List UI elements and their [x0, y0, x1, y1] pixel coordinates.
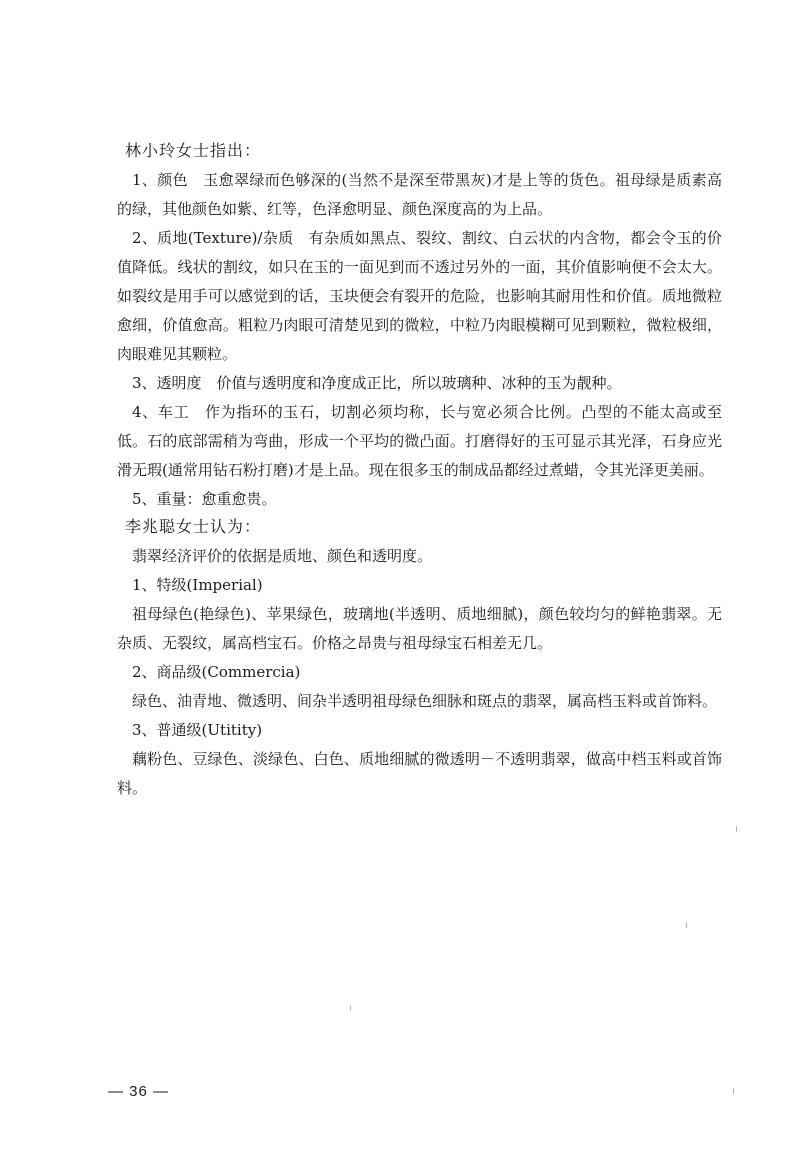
section-lin-xiaoling	[117, 136, 722, 514]
section-li-zhaocong	[117, 512, 722, 803]
grade-imperial-title: 1、特级(Imperial)	[132, 576, 263, 594]
page-number: — 36 —	[108, 1083, 170, 1100]
grade-commercial-description: 绿色、油青地、微透明、间杂半透明祖母绿色细脉和斑点的翡翠，属高档玉料或首饰料。	[132, 692, 718, 710]
paragraph-transparency: 3、透明度 价值与透明度和净度成正比，所以玻璃种、冰种的玉为靓种。	[132, 374, 622, 392]
grade-imperial-description: 祖母绿色(艳绿色)、苹果绿色，玻璃地(半透明、质地细腻)，颜色较均匀的鲜艳翡翠。无杂质、无裂纹，属高档宝石。价格之昂贵与祖母绿宝石相差无几。	[117, 605, 722, 652]
grade-utility-title: 3、普通级(Utitity)	[132, 721, 263, 739]
paragraph-intro: 翡翠经济评价的依据是质地、颜色和透明度。	[132, 547, 433, 565]
scan-speck	[733, 1088, 734, 1094]
section-heading: 林小玲女士指出：	[125, 141, 262, 160]
paragraph-color: 1、颜色 玉愈翠绿而色够深的(当然不是深至带黑灰)才是上等的货色。祖母绿是质素高的绿，其他颜色如紫、红等，色泽愈明显、颜色深度高的为上品。	[117, 171, 722, 218]
scan-speck	[736, 826, 737, 832]
paragraph-cutting: 4、车工 作为指环的玉石，切割必须均称，长与宽必须合比例。凸型的不能太高或至低。石的底部需稍为弯曲，形成一个平均的微凸面。打磨得好的玉可显示其光泽，石身应光滑无瑕(通常用钻石粉打磨)才是上品。现在很多玉的制成品都经过煮蜡，令其光泽更美丽。	[117, 403, 722, 479]
paragraph-weight: 5、重量：愈重愈贵。	[132, 490, 277, 508]
grade-utility-description: 藕粉色、豆绿色、淡绿色、白色、质地细腻的微透明－不透明翡翠，做高中档玉料或首饰料。	[117, 750, 722, 797]
section-heading: 李兆聪女士认为：	[125, 517, 262, 536]
grade-commercial-title: 2、商品级(Commercia)	[132, 663, 301, 681]
paragraph-texture: 2、质地(Texture)/杂质 有杂质如黑点、裂纹、割纹、白云状的内含物，都会令玉的价值降低。线状的割纹，如只在玉的一面见到而不透过另外的一面，其价值影响便不会太大。如裂纹是用手可以感觉到的话，玉块便会有裂开的危险，也影响其耐用性和价值。质地微粒愈细，价值愈高。粗粒乃肉眼可清楚见到的微粒，中粒乃肉眼模糊可见到颗粒，微粒极细，肉眼难见其颗粒。	[117, 229, 722, 363]
scan-speck	[350, 1005, 351, 1011]
scan-speck	[686, 922, 687, 928]
